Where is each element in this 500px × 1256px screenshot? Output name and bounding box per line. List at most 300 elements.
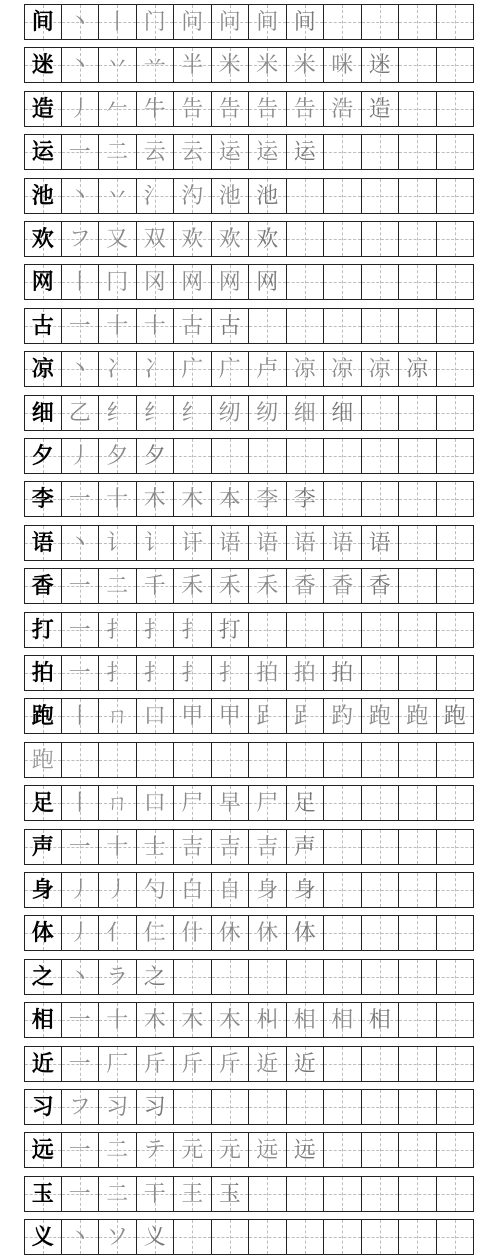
practice-cell <box>249 4 287 40</box>
practice-cell <box>249 872 287 908</box>
practice-cell <box>249 1002 287 1038</box>
practice-cell <box>212 264 250 300</box>
stroke-step: 习 <box>143 1095 166 1120</box>
practice-cell <box>137 785 175 821</box>
practice-cell <box>287 91 325 127</box>
stroke-step: 丶 <box>68 10 91 35</box>
practice-cell <box>287 438 325 474</box>
practice-cell <box>62 785 100 821</box>
practice-cell <box>137 1002 175 1038</box>
practice-cell <box>99 91 137 127</box>
model-character: 网 <box>31 270 54 296</box>
practice-cell <box>324 1002 362 1038</box>
stroke-step: 语 <box>331 530 354 556</box>
practice-cell <box>174 1176 212 1212</box>
guide-line-horizontal <box>399 1237 436 1238</box>
model-character-cell <box>24 134 62 170</box>
guide-line-horizontal <box>437 586 474 587</box>
stroke-step: 一 <box>68 1008 91 1034</box>
guide-line-horizontal <box>362 196 399 197</box>
practice-cell <box>437 351 475 387</box>
stroke-step: 网 <box>181 270 204 296</box>
practice-cell <box>287 872 325 908</box>
stroke-step: 浩 <box>331 96 354 122</box>
stroke-step: 运 <box>293 140 316 166</box>
practice-cell <box>137 915 175 951</box>
model-character-cell <box>24 829 62 865</box>
stroke-step: ㄇ <box>106 791 129 817</box>
practice-cell <box>399 1176 437 1212</box>
practice-cell <box>99 698 137 734</box>
practice-cell <box>249 829 287 865</box>
stroke-step: 丶 <box>68 53 91 79</box>
guide-line-horizontal <box>399 673 436 674</box>
model-character-cell <box>24 698 62 734</box>
stroke-step: 仁 <box>143 921 166 947</box>
stroke-step: 二 <box>106 574 129 600</box>
practice-cell <box>362 264 400 300</box>
practice-cell <box>174 959 212 995</box>
practice-cell <box>437 1176 475 1212</box>
practice-cell <box>287 351 325 387</box>
stroke-step: 香 <box>331 574 354 600</box>
guide-line-horizontal <box>287 239 324 240</box>
practice-cell <box>287 1089 325 1125</box>
practice-cell <box>362 351 400 387</box>
practice-cell <box>287 481 325 517</box>
guide-line-horizontal <box>362 673 399 674</box>
practice-cell <box>212 308 250 344</box>
practice-cell <box>362 134 400 170</box>
stroke-step: 丶 <box>68 1225 91 1251</box>
stroke-step: 斤 <box>181 1051 204 1077</box>
stroke-step: 香 <box>368 574 391 600</box>
guide-line-horizontal <box>362 1237 399 1238</box>
practice-cell <box>287 1002 325 1038</box>
practice-row <box>24 698 474 734</box>
practice-cell <box>62 872 100 908</box>
practice-cell <box>62 351 100 387</box>
stroke-step: 咪 <box>331 53 354 79</box>
practice-cell <box>437 568 475 604</box>
practice-cell <box>437 395 475 431</box>
guide-line-horizontal <box>399 109 436 110</box>
practice-cell <box>62 915 100 951</box>
practice-row <box>24 47 474 83</box>
guide-line-horizontal <box>399 760 436 761</box>
guide-line-horizontal <box>437 109 474 110</box>
stroke-step: 语 <box>218 530 241 556</box>
stroke-step: 元 <box>218 1138 241 1164</box>
practice-cell <box>174 308 212 344</box>
practice-cell <box>362 525 400 561</box>
model-character: 体 <box>31 921 54 947</box>
model-character: 凉 <box>31 357 54 383</box>
practice-cell <box>324 351 362 387</box>
model-character-cell <box>24 1002 62 1038</box>
model-character-cell <box>24 1046 62 1082</box>
stroke-step: 双 <box>143 227 166 252</box>
stroke-step: 凉 <box>406 357 429 383</box>
practice-cell <box>287 959 325 995</box>
guide-line-horizontal <box>399 847 436 848</box>
practice-cell <box>99 1046 137 1082</box>
practice-cell <box>137 568 175 604</box>
practice-cell <box>62 1089 100 1125</box>
stroke-step: 冈 <box>143 270 166 296</box>
guide-line-horizontal <box>249 326 286 327</box>
stroke-step: 本 <box>218 487 241 513</box>
practice-cell <box>137 872 175 908</box>
stroke-step: 口 <box>143 704 166 730</box>
stroke-step: 牛 <box>143 96 166 122</box>
model-character-cell <box>24 47 62 83</box>
model-character: 相 <box>31 1008 54 1034</box>
model-character-cell <box>24 959 62 995</box>
guide-line-horizontal <box>249 456 286 457</box>
stroke-step: 又 <box>106 227 129 252</box>
practice-cell <box>137 91 175 127</box>
stroke-step: 丨 <box>106 10 129 35</box>
practice-cell <box>362 1046 400 1082</box>
guide-line-horizontal <box>437 933 474 934</box>
guide-line-horizontal <box>324 1150 361 1151</box>
stroke-step: 自 <box>218 878 241 903</box>
stroke-step: 语 <box>293 530 316 556</box>
practice-cell <box>174 655 212 691</box>
stroke-step: 亻 <box>106 921 129 947</box>
guide-line-horizontal <box>324 239 361 240</box>
stroke-step: 丨 <box>68 270 91 296</box>
model-character-cell <box>24 785 62 821</box>
practice-cell <box>437 655 475 691</box>
stroke-step: 古 <box>181 313 204 339</box>
guide-line-horizontal <box>174 456 211 457</box>
practice-cell <box>99 178 137 214</box>
guide-line-horizontal <box>287 326 324 327</box>
practice-cell <box>399 1046 437 1082</box>
guide-line-horizontal <box>437 673 474 674</box>
stroke-step: 网 <box>218 270 241 296</box>
stroke-step: 甲 <box>218 704 241 730</box>
stroke-step: 𠂉 <box>106 96 129 122</box>
guide-line-horizontal <box>362 760 399 761</box>
practice-cell <box>437 1046 475 1082</box>
practice-cell <box>174 438 212 474</box>
practice-cell <box>324 872 362 908</box>
stroke-step: 十 <box>106 834 129 860</box>
practice-cell <box>249 47 287 83</box>
practice-cell <box>174 1219 212 1255</box>
practice-cell <box>99 742 137 778</box>
practice-row <box>24 568 474 604</box>
practice-cell <box>324 481 362 517</box>
stroke-step: 米 <box>256 53 279 79</box>
stroke-step: 扌 <box>218 661 241 686</box>
guide-line-horizontal <box>62 760 99 761</box>
practice-cell <box>137 481 175 517</box>
practice-cell <box>362 308 400 344</box>
practice-cell <box>324 91 362 127</box>
practice-cell <box>99 221 137 257</box>
guide-line-horizontal <box>174 760 211 761</box>
stroke-step: 元 <box>181 1138 204 1164</box>
practice-cell <box>137 178 175 214</box>
practice-cell <box>174 264 212 300</box>
guide-line-horizontal <box>324 760 361 761</box>
practice-cell <box>212 698 250 734</box>
practice-cell <box>212 1219 250 1255</box>
practice-cell <box>212 525 250 561</box>
practice-cell <box>174 872 212 908</box>
guide-line-horizontal <box>437 1194 474 1195</box>
practice-cell <box>399 525 437 561</box>
stroke-step: 冫 <box>143 357 166 383</box>
practice-cell <box>399 655 437 691</box>
practice-cell <box>212 742 250 778</box>
practice-cell <box>437 959 475 995</box>
practice-cell <box>137 829 175 865</box>
practice-cell <box>249 351 287 387</box>
practice-cell <box>362 1132 400 1168</box>
practice-cell <box>62 4 100 40</box>
practice-cell <box>399 1219 437 1255</box>
guide-line-horizontal <box>399 933 436 934</box>
practice-cell <box>249 698 287 734</box>
guide-line-horizontal <box>437 499 474 500</box>
guide-line-horizontal <box>399 152 436 153</box>
practice-cell <box>174 91 212 127</box>
practice-cell <box>362 1219 400 1255</box>
practice-row <box>24 351 474 387</box>
stroke-step: 告 <box>218 96 241 122</box>
model-character: 习 <box>31 1095 54 1120</box>
model-character-cell <box>24 91 62 127</box>
stroke-step: 池 <box>256 183 279 209</box>
stroke-step: 池 <box>218 183 241 209</box>
stroke-step: 讦 <box>181 530 204 556</box>
stroke-step: テ <box>143 1138 166 1164</box>
guide-line-horizontal <box>437 803 474 804</box>
practice-cell <box>437 742 475 778</box>
practice-cell <box>399 134 437 170</box>
stroke-step: 朻 <box>256 1008 279 1034</box>
practice-cell <box>212 481 250 517</box>
guide-line-horizontal <box>437 543 474 544</box>
practice-cell <box>99 438 137 474</box>
practice-cell <box>212 1089 250 1125</box>
practice-cell <box>249 91 287 127</box>
practice-cell <box>99 47 137 83</box>
stroke-step: 乙 <box>68 400 91 426</box>
practice-cell <box>174 915 212 951</box>
stroke-step: 纫 <box>256 400 279 426</box>
guide-line-horizontal <box>324 933 361 934</box>
stroke-step: 扌 <box>143 661 166 686</box>
guide-line-horizontal <box>287 456 324 457</box>
stroke-step: 语 <box>256 530 279 556</box>
stroke-step: 古 <box>218 313 241 339</box>
guide-line-horizontal <box>399 803 436 804</box>
stroke-step: 扌 <box>106 617 129 643</box>
practice-cell <box>324 47 362 83</box>
stroke-step: 丿 <box>68 444 91 469</box>
practice-cell <box>62 308 100 344</box>
guide-line-horizontal <box>324 977 361 978</box>
stroke-step: 拍 <box>331 661 354 686</box>
stroke-step: 口 <box>143 791 166 817</box>
practice-cell <box>362 829 400 865</box>
practice-cell <box>174 134 212 170</box>
stroke-step: 一 <box>68 313 91 339</box>
practice-cell <box>62 1219 100 1255</box>
practice-cell <box>99 308 137 344</box>
stroke-step: 一 <box>68 617 91 643</box>
model-character: 欢 <box>31 227 54 252</box>
stroke-step: 斤 <box>143 1051 166 1077</box>
practice-cell <box>212 655 250 691</box>
practice-cell <box>249 395 287 431</box>
practice-cell <box>62 221 100 257</box>
practice-cell <box>212 134 250 170</box>
stroke-step: 丿 <box>106 878 129 903</box>
guide-line-horizontal <box>324 1194 361 1195</box>
practice-cell <box>399 698 437 734</box>
practice-cell <box>174 568 212 604</box>
stroke-step: 吉 <box>181 834 204 860</box>
model-character-cell <box>24 1176 62 1212</box>
practice-cell <box>99 4 137 40</box>
practice-cell <box>362 481 400 517</box>
practice-row <box>24 1132 474 1168</box>
practice-cell <box>362 698 400 734</box>
guide-line-horizontal <box>212 760 249 761</box>
practice-cell <box>62 698 100 734</box>
stroke-step: 尸 <box>256 791 279 817</box>
guide-line-horizontal <box>324 456 361 457</box>
stroke-step: 尸 <box>181 791 204 817</box>
practice-row <box>24 742 474 778</box>
practice-cell <box>287 395 325 431</box>
guide-line-horizontal <box>399 239 436 240</box>
practice-cell <box>137 221 175 257</box>
practice-row <box>24 4 474 40</box>
practice-cell <box>324 134 362 170</box>
practice-cell <box>437 915 475 951</box>
practice-cell <box>62 568 100 604</box>
practice-cell <box>287 221 325 257</box>
practice-cell <box>137 4 175 40</box>
practice-cell <box>174 785 212 821</box>
stroke-step: 一 <box>68 1181 91 1207</box>
guide-line-horizontal <box>324 847 361 848</box>
stroke-step: 丿 <box>68 96 91 122</box>
practice-cell <box>324 612 362 648</box>
practice-cell <box>99 568 137 604</box>
guide-line-horizontal <box>437 847 474 848</box>
practice-cell <box>212 959 250 995</box>
practice-cell <box>362 1089 400 1125</box>
model-character: 义 <box>31 1225 54 1251</box>
guide-line-horizontal <box>437 977 474 978</box>
practice-cell <box>99 351 137 387</box>
practice-cell <box>137 525 175 561</box>
practice-cell <box>174 698 212 734</box>
stroke-step: 干 <box>143 1181 166 1207</box>
model-character-cell <box>24 221 62 257</box>
guide-line-horizontal <box>399 413 436 414</box>
guide-line-horizontal <box>399 1107 436 1108</box>
practice-cell <box>249 785 287 821</box>
stroke-step: 习 <box>106 1095 129 1120</box>
practice-cell <box>399 1002 437 1038</box>
practice-row <box>24 221 474 257</box>
practice-cell <box>99 1219 137 1255</box>
guide-line-horizontal <box>437 890 474 891</box>
practice-cell <box>62 742 100 778</box>
stroke-step: 纟 <box>181 400 204 426</box>
stroke-step: 丿 <box>68 878 91 903</box>
practice-cell <box>362 872 400 908</box>
practice-cell <box>324 4 362 40</box>
guide-line-horizontal <box>287 1237 324 1238</box>
stroke-step: 体 <box>293 921 316 947</box>
model-character: 细 <box>31 400 54 426</box>
guide-line-horizontal <box>249 1107 286 1108</box>
stroke-step: 丷 <box>106 183 129 209</box>
stroke-step: 义 <box>143 1225 166 1251</box>
guide-line-horizontal <box>324 1064 361 1065</box>
practice-cell <box>249 612 287 648</box>
stroke-step: 语 <box>368 530 391 556</box>
guide-line-horizontal <box>437 22 474 23</box>
practice-cell <box>249 178 287 214</box>
practice-cell <box>137 47 175 83</box>
practice-cell <box>62 438 100 474</box>
stroke-step: 吉 <box>218 834 241 860</box>
stroke-step: 讠 <box>143 530 166 556</box>
stroke-step: 勺 <box>143 878 166 903</box>
guide-line-horizontal <box>287 977 324 978</box>
stroke-step: 木 <box>143 487 166 513</box>
guide-line-horizontal <box>399 22 436 23</box>
stroke-step: 米 <box>293 53 316 79</box>
practice-cell <box>324 1046 362 1082</box>
practice-cell <box>174 1046 212 1082</box>
stroke-step: 纟 <box>106 400 129 426</box>
stroke-step: 木 <box>143 1008 166 1034</box>
stroke-step: 氵 <box>143 183 166 209</box>
model-character: 声 <box>31 834 54 860</box>
practice-cell <box>137 134 175 170</box>
stroke-step: 跑 <box>406 704 429 730</box>
stroke-step: 木 <box>181 1008 204 1034</box>
practice-cell <box>249 1089 287 1125</box>
guide-line-horizontal <box>174 977 211 978</box>
stroke-step: 凉 <box>331 357 354 383</box>
practice-cell <box>399 178 437 214</box>
guide-line-horizontal <box>324 630 361 631</box>
practice-cell <box>287 829 325 865</box>
practice-cell <box>174 47 212 83</box>
practice-cell <box>437 134 475 170</box>
stroke-step: 厂 <box>106 1051 129 1077</box>
model-character-cell <box>24 395 62 431</box>
stroke-step: 玉 <box>218 1181 241 1207</box>
practice-cell <box>437 221 475 257</box>
stroke-step: 运 <box>218 140 241 166</box>
stroke-step: 运 <box>256 140 279 166</box>
